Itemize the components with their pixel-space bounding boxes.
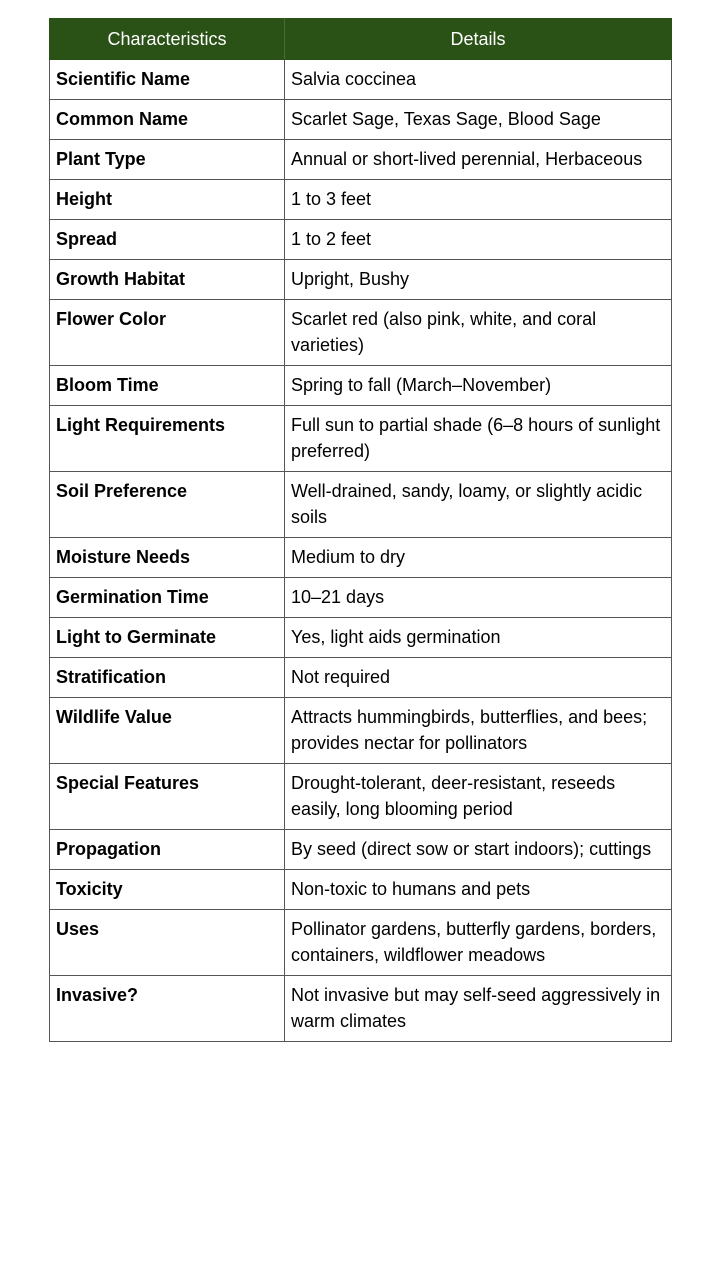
row-label: Flower Color <box>50 300 285 366</box>
table-row <box>50 220 672 260</box>
characteristics-table <box>49 18 672 1042</box>
row-value: Non-toxic to humans and pets <box>285 870 672 910</box>
table-row <box>50 658 672 698</box>
row-label: Common Name <box>50 100 285 140</box>
row-value: 10–21 days <box>285 578 672 618</box>
row-value: Not invasive but may self-seed aggressively in warm climates <box>285 976 672 1042</box>
row-value: Not required <box>285 658 672 698</box>
row-value: Salvia coccinea <box>285 60 672 100</box>
row-label: Moisture Needs <box>50 538 285 578</box>
row-value: 1 to 2 feet <box>285 220 672 260</box>
table-row <box>50 260 672 300</box>
row-label: Spread <box>50 220 285 260</box>
row-label: Germination Time <box>50 578 285 618</box>
table-row <box>50 472 672 538</box>
row-value: Upright, Bushy <box>285 260 672 300</box>
row-label: Light Requirements <box>50 406 285 472</box>
row-value: Attracts hummingbirds, butterflies, and bees; provides nectar for pollinators <box>285 698 672 764</box>
table-row <box>50 406 672 472</box>
row-label: Invasive? <box>50 976 285 1042</box>
table-row <box>50 180 672 220</box>
row-label: Scientific Name <box>50 60 285 100</box>
row-label: Wildlife Value <box>50 698 285 764</box>
row-value: 1 to 3 feet <box>285 180 672 220</box>
row-value: Drought-tolerant, deer-resistant, reseeds easily, long blooming period <box>285 764 672 830</box>
row-value: Scarlet red (also pink, white, and coral varieties) <box>285 300 672 366</box>
row-label: Stratification <box>50 658 285 698</box>
row-value: Yes, light aids germination <box>285 618 672 658</box>
table-row <box>50 538 672 578</box>
table-body <box>50 60 672 1042</box>
table-row <box>50 618 672 658</box>
table-row <box>50 976 672 1042</box>
row-label: Soil Preference <box>50 472 285 538</box>
row-label: Toxicity <box>50 870 285 910</box>
table-row <box>50 140 672 180</box>
row-value: Scarlet Sage, Texas Sage, Blood Sage <box>285 100 672 140</box>
row-value: By seed (direct sow or start indoors); cuttings <box>285 830 672 870</box>
row-label: Bloom Time <box>50 366 285 406</box>
row-value: Medium to dry <box>285 538 672 578</box>
header-characteristics: Characteristics <box>50 19 285 60</box>
row-label: Uses <box>50 910 285 976</box>
row-label: Plant Type <box>50 140 285 180</box>
header-details: Details <box>285 19 672 60</box>
row-label: Light to Germinate <box>50 618 285 658</box>
row-label: Propagation <box>50 830 285 870</box>
table-row <box>50 870 672 910</box>
row-value: Pollinator gardens, butterfly gardens, borders, containers, wildflower meadows <box>285 910 672 976</box>
table-row <box>50 830 672 870</box>
row-label: Height <box>50 180 285 220</box>
table-row <box>50 764 672 830</box>
table-header-row <box>50 19 672 60</box>
table-row <box>50 366 672 406</box>
row-value: Full sun to partial shade (6–8 hours of sunlight preferred) <box>285 406 672 472</box>
table-row <box>50 910 672 976</box>
table-row <box>50 698 672 764</box>
table-row <box>50 100 672 140</box>
table-row <box>50 578 672 618</box>
row-value: Well-drained, sandy, loamy, or slightly acidic soils <box>285 472 672 538</box>
row-value: Spring to fall (March–November) <box>285 366 672 406</box>
row-label: Special Features <box>50 764 285 830</box>
table-row <box>50 300 672 366</box>
row-value: Annual or short-lived perennial, Herbaceous <box>285 140 672 180</box>
table-row <box>50 60 672 100</box>
row-label: Growth Habitat <box>50 260 285 300</box>
